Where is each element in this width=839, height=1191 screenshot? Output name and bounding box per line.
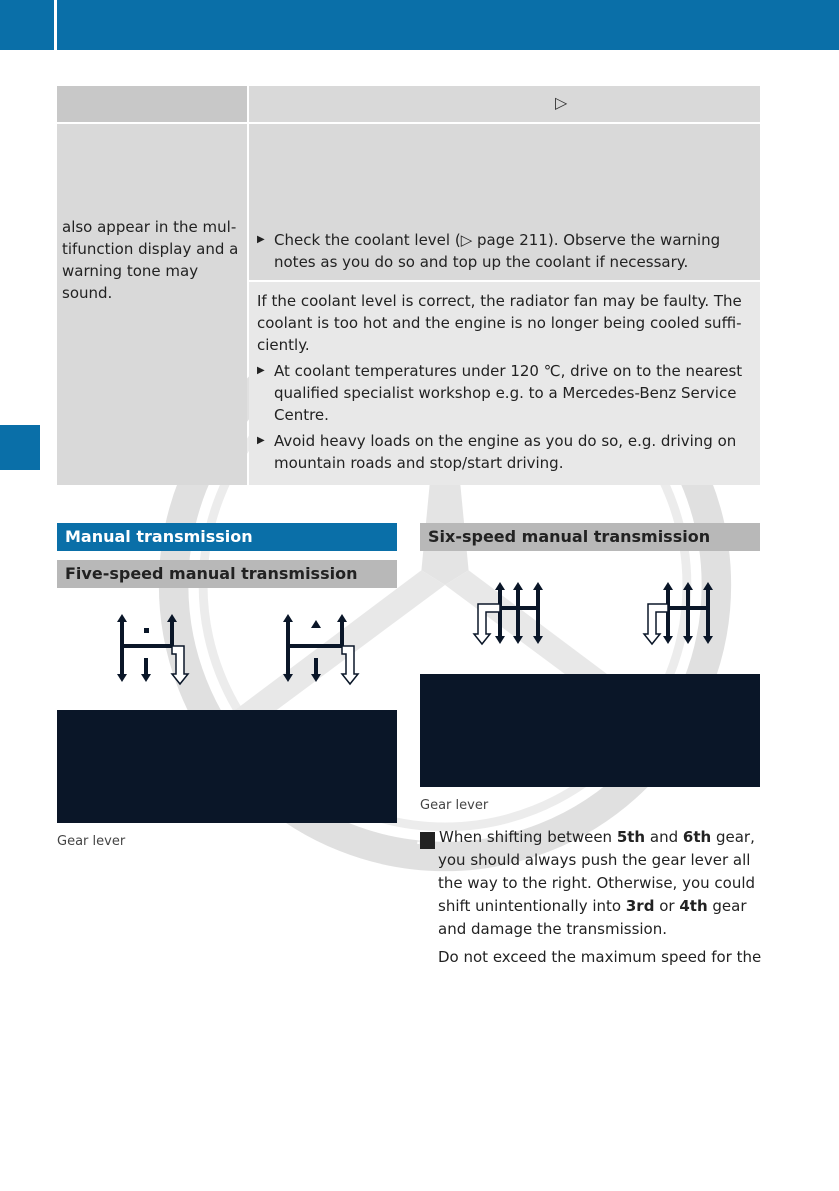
warning-table bbox=[57, 86, 760, 485]
chapter-side-tab bbox=[0, 425, 40, 470]
six-speed-shift-pattern-icon bbox=[470, 580, 720, 646]
table-cell-fan bbox=[249, 282, 760, 485]
page-ref-arrow-icon: ▷ bbox=[555, 93, 568, 112]
warning-paragraph: ! When shifting between 5th and 6th gear, you should always push the gear lever all the way to the right. Otherwise, you could shift unintentionally into 3rd or 4th gear and damage the transmission. bbox=[415, 828, 756, 938]
table-header-cell-1 bbox=[57, 86, 247, 122]
gear-lever-caption: Gear lever bbox=[57, 834, 126, 849]
table-left-cell: also appear in the mul-tifunction display and a warning tone may sound. bbox=[57, 124, 247, 485]
subheading-five-speed: Five-speed manual transmission bbox=[57, 560, 397, 588]
bullet-drive-workshop: ▶ At coolant temperatures under 120 ℃, drive on to the nearest qualified specialist workshop e.g. to a Mercedes-Benz Service Centre. bbox=[257, 360, 750, 426]
max-speed-paragraph: Do not exceed the maximum speed for the bbox=[438, 948, 762, 966]
bullet-check-coolant: ▶ Check the coolant level (▷ page 211). Observe the warning notes as you do so and top up the coolant if necessary. bbox=[257, 229, 750, 273]
section-heading-manual-transmission: Manual transmission bbox=[57, 523, 397, 551]
header-bar bbox=[0, 0, 839, 50]
gear-lever-caption-six-speed: Gear lever bbox=[420, 798, 489, 813]
five-speed-shift-pattern-icon bbox=[100, 612, 380, 687]
table-header-cell-2 bbox=[249, 86, 760, 122]
transmission-warning bbox=[415, 826, 765, 974]
fan-faulty-text: If the coolant level is correct, the radiator fan may be faulty. The coolant is too hot and the engine is no longer being cooled suffi-ciently. bbox=[257, 292, 742, 354]
table-row bbox=[57, 124, 760, 485]
header-tab bbox=[0, 0, 57, 50]
bullet-avoid-loads: ▶ Avoid heavy loads on the engine as you do so, e.g. driving on mountain roads and stop/start driving. bbox=[257, 430, 750, 474]
table-cell-check bbox=[249, 124, 760, 280]
gear-lever-image-six-speed bbox=[420, 674, 760, 787]
table-header-row bbox=[57, 86, 760, 122]
exclamation-warning-icon: ! bbox=[420, 832, 435, 849]
subheading-six-speed: Six-speed manual transmission bbox=[420, 523, 760, 551]
gear-lever-image bbox=[57, 710, 397, 823]
